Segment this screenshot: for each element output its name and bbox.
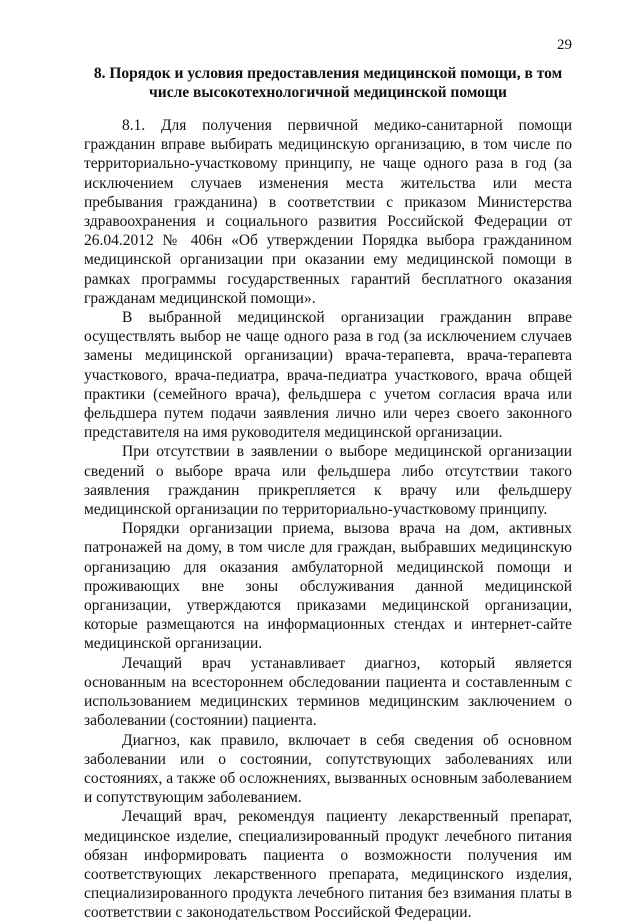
- paragraph-8-1: 8.1. Для получения первичной медико-санитарной помощи гражданин вправе выбирать медицинскую организацию, в том числе по территориально-участковому принципу, не чаще одного раза в год (за исключением случаев изменения места жительства или места пребывания гражданина) в соответствии с приказом Министерства здравоохранения и социального развития Российской Федерации от 26.04.2012 № 406н «Об утверждении Порядка выбора гражданином медицинской организации при оказании ему медицинской помощи в рамках программы государственных гарантий бесплатного оказания гражданам медицинской помощи».: [84, 117, 572, 307]
- document-body: [84, 116, 572, 923]
- paragraph-diagnosis: Лечащий врач устанавливает диагноз, который является основанным на всестороннем обследовании пациента и составленным с использованием медицинских терминов медицинским заключением о заболевании (состоянии) пациента.: [84, 654, 572, 730]
- paragraph-medication-info: Лечащий врач, рекомендуя пациенту лекарственный препарат, медицинское изделие, специализированный продукт лечебного питания обязан информировать пациента о возможности получения им соответствующих лекарственного препарата, медицинского изделия, специализированного продукта лечебного питания без взимания платы в соответствии с законодательством Российской Федерации.: [84, 808, 572, 922]
- section-heading: 8. Порядок и условия предоставления медицинской помощи, в том числе высокотехнологичной медицинской помощи: [93, 65, 563, 101]
- paragraph-default-assignment: При отсутствии в заявлении о выборе медицинской организации сведений о выборе врача или фельдшера либо отсутствии такого заявления гражданин прикрепляется к врачу или фельдшеру медицинской организации по территориально-участковому принципу.: [84, 443, 572, 519]
- paragraph-doctor-choice: В выбранной медицинской организации гражданин вправе осуществлять выбор не чаще одного раза в год (за исключением случаев замены медицинской организации) врача-терапевта, врача-терапевта участкового, врача-педиатра, врача-педиатра участкового, врача общей практики (семейного врача), фельдшера с учетом согласия врача или фельдшера путем подачи заявления лично или через своего законного представителя на имя руководителя медицинской организации.: [84, 309, 572, 442]
- paragraph-reception-order: Порядки организации приема, вызова врача на дом, активных патронажей на дому, в том числе для граждан, выбравших медицинскую организацию для оказания амбулаторной медицинской помощи и проживающих вне зоны обслуживания данной медицинской организации, утверждаются приказами медицинской организации, которые размещаются на информационных стендах и интернет-сайте медицинской организации.: [84, 520, 572, 653]
- paragraph-diagnosis-content: Диагноз, как правило, включает в себя сведения об основном заболевании или о состоянии, сопутствующих заболеваниях или состояниях, а также об осложнениях, вызванных основным заболеванием и сопутствующим заболеванием.: [84, 731, 572, 807]
- page-number: 29: [557, 37, 572, 53]
